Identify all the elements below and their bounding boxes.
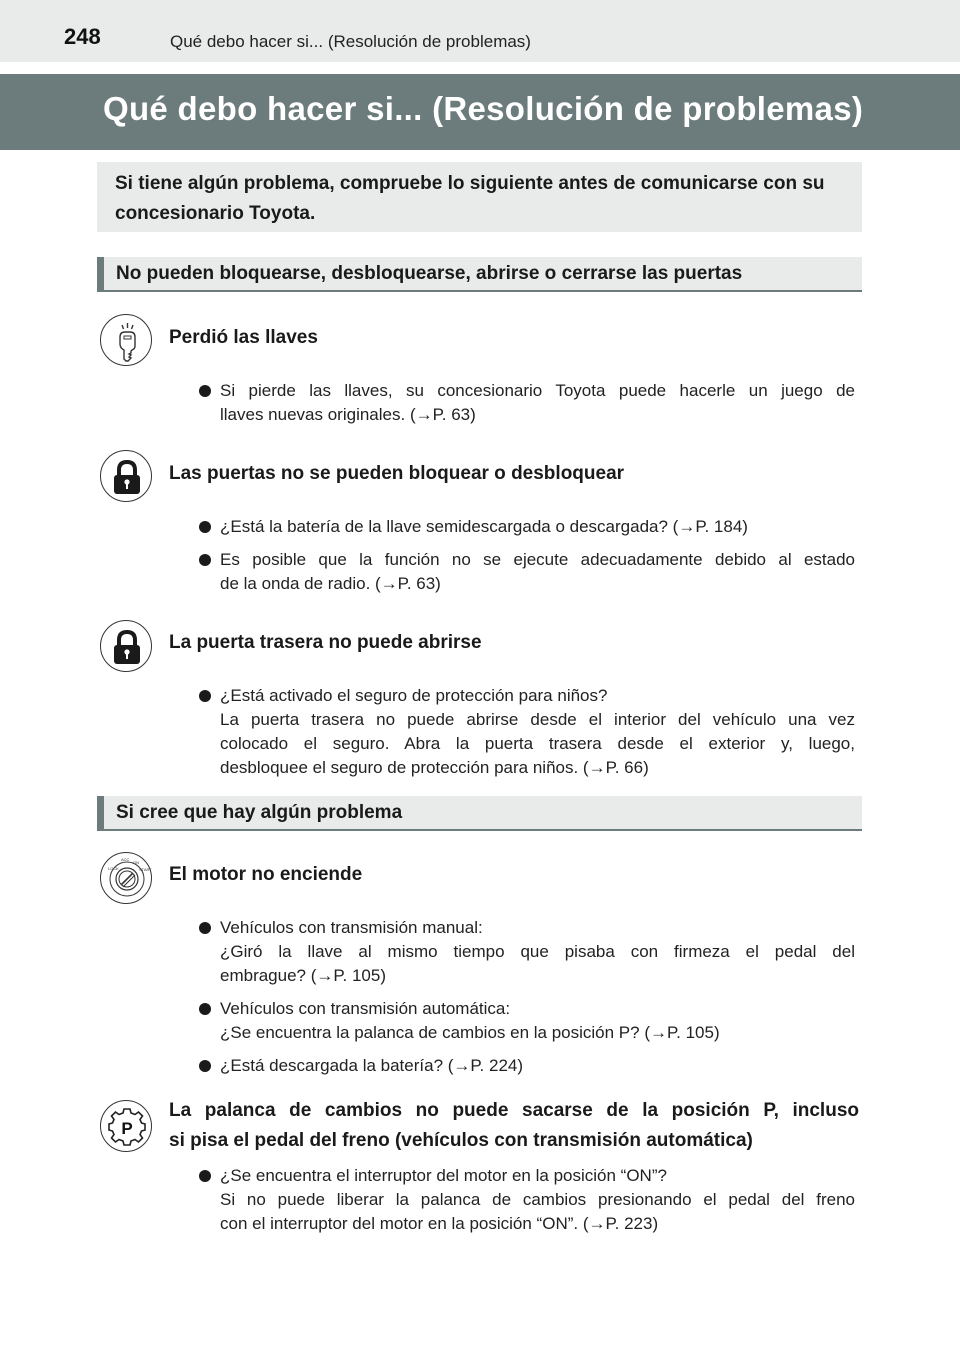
bullet: [199, 1060, 211, 1072]
bullet-text: ¿Está activado el seguro de protección para niños? La puerta trasera no puede abrirse desde el interior del vehículo una vez colocado el seguro. Abra la puerta trasera desde el exterior y, luego, desbloquee el seguro de protección para niños. (→P. 66): [220, 686, 855, 777]
bullet: [199, 1170, 211, 1182]
key-icon: [100, 314, 152, 366]
lock-icon: [100, 450, 152, 502]
bullet-text: Vehículos con transmisión manual: ¿Giró la llave al mismo tiempo que pisaba con firmeza el pedal del embrague? (→P. 105): [220, 918, 855, 985]
section-heading-doors: [97, 257, 862, 292]
section-heading-text: No pueden bloquearse, desbloquearse, abrirse o cerrarse las puertas: [116, 263, 743, 284]
running-head: Qué debo hacer si... (Resolución de problemas): [170, 32, 531, 51]
lock-icon: [100, 620, 152, 672]
bullet: [199, 521, 211, 533]
bullet: [199, 385, 211, 397]
bullet: [199, 922, 211, 934]
bullet: [199, 1003, 211, 1015]
intro-box: [97, 162, 862, 232]
item-title-rear-door: La puerta trasera no puede abrirse: [169, 632, 482, 653]
icon-label-on: ON: [133, 860, 139, 865]
icon-label-acc: ACC: [121, 857, 130, 862]
icon-label-start: START: [139, 867, 152, 872]
ignition-switch-icon: [100, 852, 152, 904]
page-title: Qué debo hacer si... (Resolución de problemas): [103, 90, 864, 127]
item-title-shift-lever: La palanca de cambios no puede sacarse de la posición P, incluso si pisa el pedal del freno (vehículos con transmisión automática): [169, 1100, 859, 1151]
item-title-engine: El motor no enciende: [169, 864, 363, 885]
intro-text: Si tiene algún problema, compruebe lo siguiente antes de comunicarse con su concesionario Toyota.: [115, 173, 825, 224]
bullet-text: ¿Se encuentra el interruptor del motor en la posición “ON”? Si no puede liberar la palanca de cambios presionando el pedal del freno con el interruptor del motor en la posición “ON”. (→P. 223): [220, 1166, 855, 1233]
icon-label-lock: LOCK: [108, 866, 119, 871]
bullet-text: Si pierde las llaves, su concesionario Toyota puede hacerle un juego de llaves nuevas originales. (→P. 63): [220, 381, 855, 424]
bullet: [199, 690, 211, 702]
bullet-text: ¿Está descargada la batería? (→P. 224): [220, 1056, 524, 1075]
section-heading-problem: [97, 796, 862, 831]
page-header-bar: [0, 0, 960, 62]
park-gear-icon: [100, 1100, 152, 1152]
item-title-lost-keys: Perdió las llaves: [169, 327, 318, 348]
page-number: 248: [64, 24, 101, 49]
icon-letter-p: P: [121, 1119, 133, 1138]
bullet-text: Es posible que la función no se ejecute adecuadamente debido al estado de la onda de radio. (→P. 63): [220, 550, 855, 593]
item-title-doors-lock: Las puertas no se pueden bloquear o desbloquear: [169, 463, 625, 484]
bullet: [199, 554, 211, 566]
bullet-text: ¿Está la batería de la llave semidescargada o descargada? (→P. 184): [220, 517, 748, 536]
bullet-text: Vehículos con transmisión automática: ¿Se encuentra la palanca de cambios en la posición P? (→P. 105): [220, 999, 720, 1042]
section-heading-text: Si cree que hay algún problema: [116, 802, 403, 823]
